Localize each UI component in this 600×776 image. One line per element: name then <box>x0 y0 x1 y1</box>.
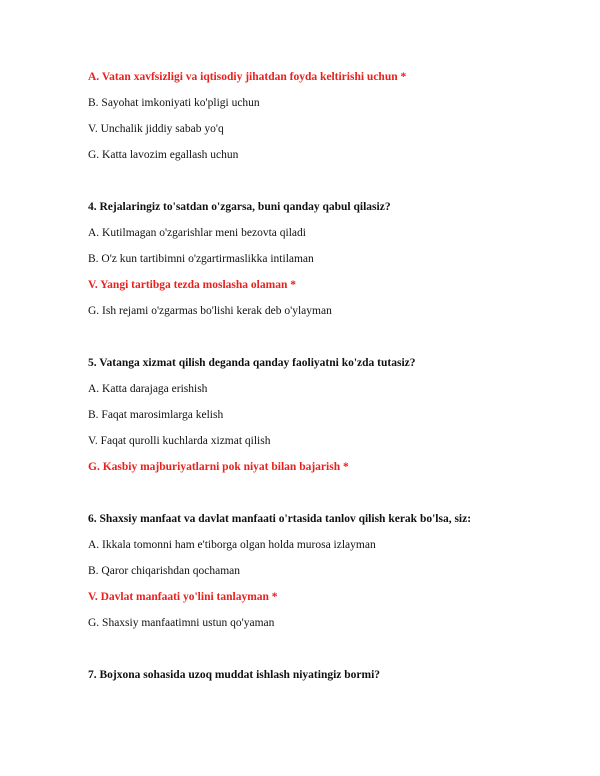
q3-option-g: G. Katta lavozim egallash uchun <box>88 149 239 161</box>
q5-option-a: A. Katta darajaga erishish <box>88 383 208 395</box>
q6-question: 6. Shaxsiy manfaat va davlat manfaati o'rtasida tanlov qilish kerak bo'lsa, siz: <box>88 513 472 525</box>
q4-option-b: B. O'z kun tartibimni o'zgartirmaslikka intilaman <box>88 253 314 265</box>
q5-option-v: V. Faqat qurolli kuchlarda xizmat qilish <box>88 435 271 447</box>
q4-option-v-correct: V. Yangi tartibga tezda moslasha olaman * <box>88 279 296 291</box>
q4-question: 4. Rejalaringiz to'satdan o'zgarsa, buni qanday qabul qilasiz? <box>88 201 391 213</box>
q6-option-b: B. Qaror chiqarishdan qochaman <box>88 565 241 577</box>
q5-option-g-correct: G. Kasbiy majburiyatlarni pok niyat bilan bajarish * <box>88 461 349 473</box>
q4-option-g: G. Ish rejami o'zgarmas bo'lishi kerak deb o'ylayman <box>88 305 332 317</box>
q3-option-b: B. Sayohat imkoniyati ko'pligi uchun <box>88 97 260 109</box>
q6-option-v-correct: V. Davlat manfaati yo'lini tanlayman * <box>88 591 278 603</box>
q6-option-g: G. Shaxsiy manfaatimni ustun qo'yaman <box>88 617 275 629</box>
q3-option-v: V. Unchalik jiddiy sabab yo'q <box>88 123 224 135</box>
q4-option-a: A. Kutilmagan o'zgarishlar meni bezovta qiladi <box>88 227 306 239</box>
q7-question: 7. Bojxona sohasida uzoq muddat ishlash niyatingiz bormi? <box>88 669 381 681</box>
q3-option-a-correct: A. Vatan xavfsizligi va iqtisodiy jihatdan foyda keltirishi uchun * <box>88 71 407 83</box>
q5-option-b: B. Faqat marosimlarga kelish <box>88 409 224 421</box>
q5-question: 5. Vatanga xizmat qilish deganda qanday faoliyatni ko'zda tutasiz? <box>88 357 416 369</box>
q6-option-a: A. Ikkala tomonni ham e'tiborga olgan holda murosa izlayman <box>88 539 376 551</box>
